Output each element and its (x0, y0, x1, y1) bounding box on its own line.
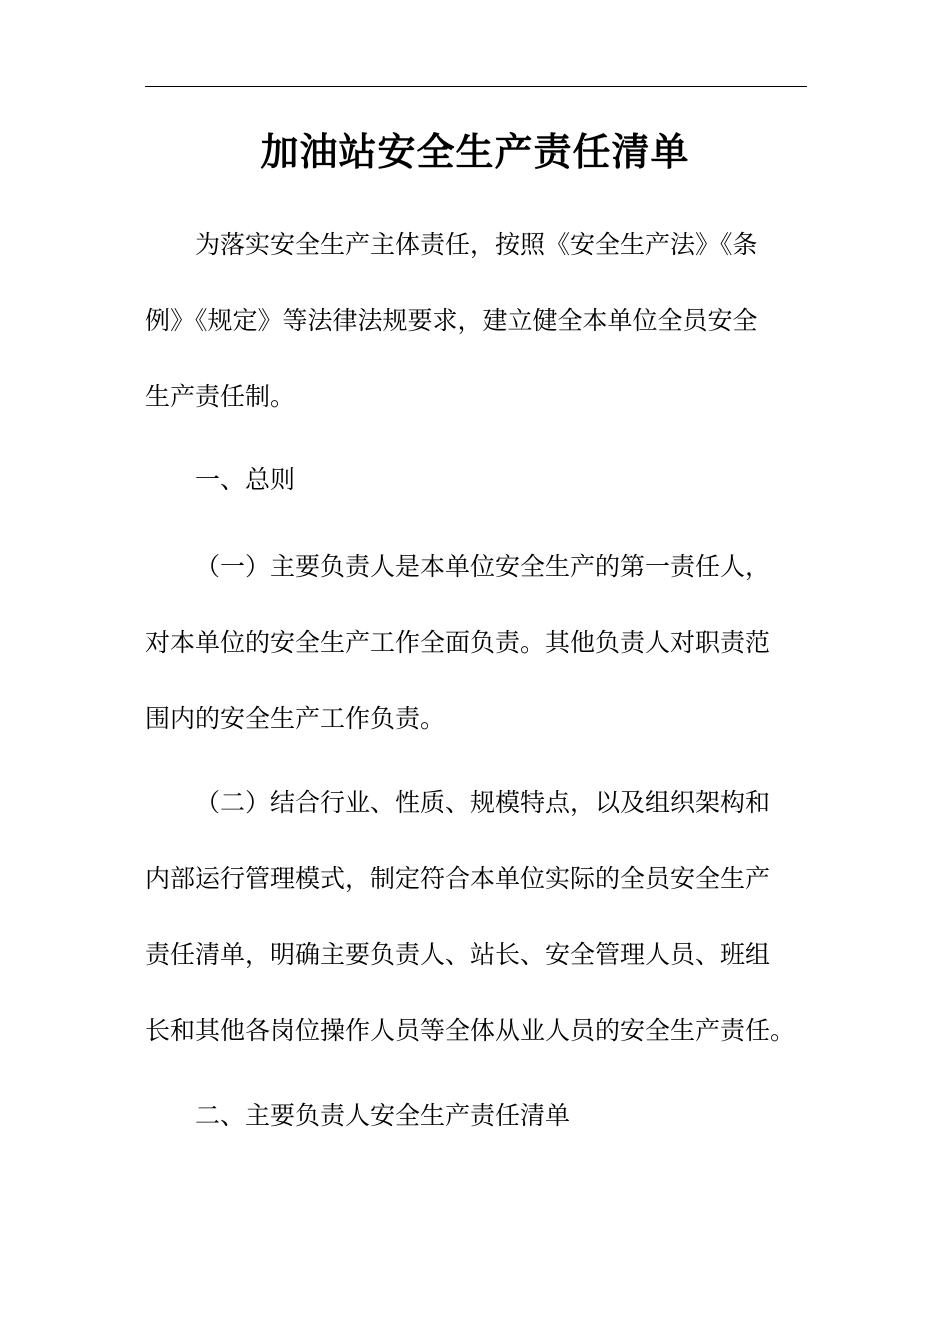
clause-2-line-4: 长和其他各岗位操作人员等全体从业人员的安全生产责任。 (145, 1016, 796, 1045)
header-rule (145, 86, 807, 87)
section-heading-principal: 二、主要负责人安全生产责任清单 (195, 1101, 571, 1130)
section-heading-general: 一、总则 (195, 465, 296, 494)
clause-1-line-1: （一）主要负责人是本单位安全生产的第一责任人， (195, 552, 771, 581)
clause-1-line-3: 围内的安全生产工作负责。 (145, 704, 446, 733)
paragraph-intro-line-3: 生产责任制。 (145, 382, 296, 411)
clause-2-line-2: 内部运行管理模式，制定符合本单位实际的全员安全生产 (145, 864, 771, 893)
paragraph-intro-line-1: 为落实安全生产主体责任，按照《安全生产法》《条 (195, 230, 758, 259)
document-title: 加油站安全生产责任清单 (260, 129, 690, 174)
clause-2-line-3: 责任清单，明确主要负责人、站长、安全管理人员、班组 (145, 940, 771, 969)
clause-1-line-2: 对本单位的安全生产工作全面负责。其他负责人对职责范 (145, 628, 771, 657)
paragraph-intro-line-2: 例》《规定》等法律法规要求，建立健全本单位全员安全 (145, 306, 758, 335)
clause-2-line-1: （二）结合行业、性质、规模特点，以及组织架构和 (195, 788, 771, 817)
